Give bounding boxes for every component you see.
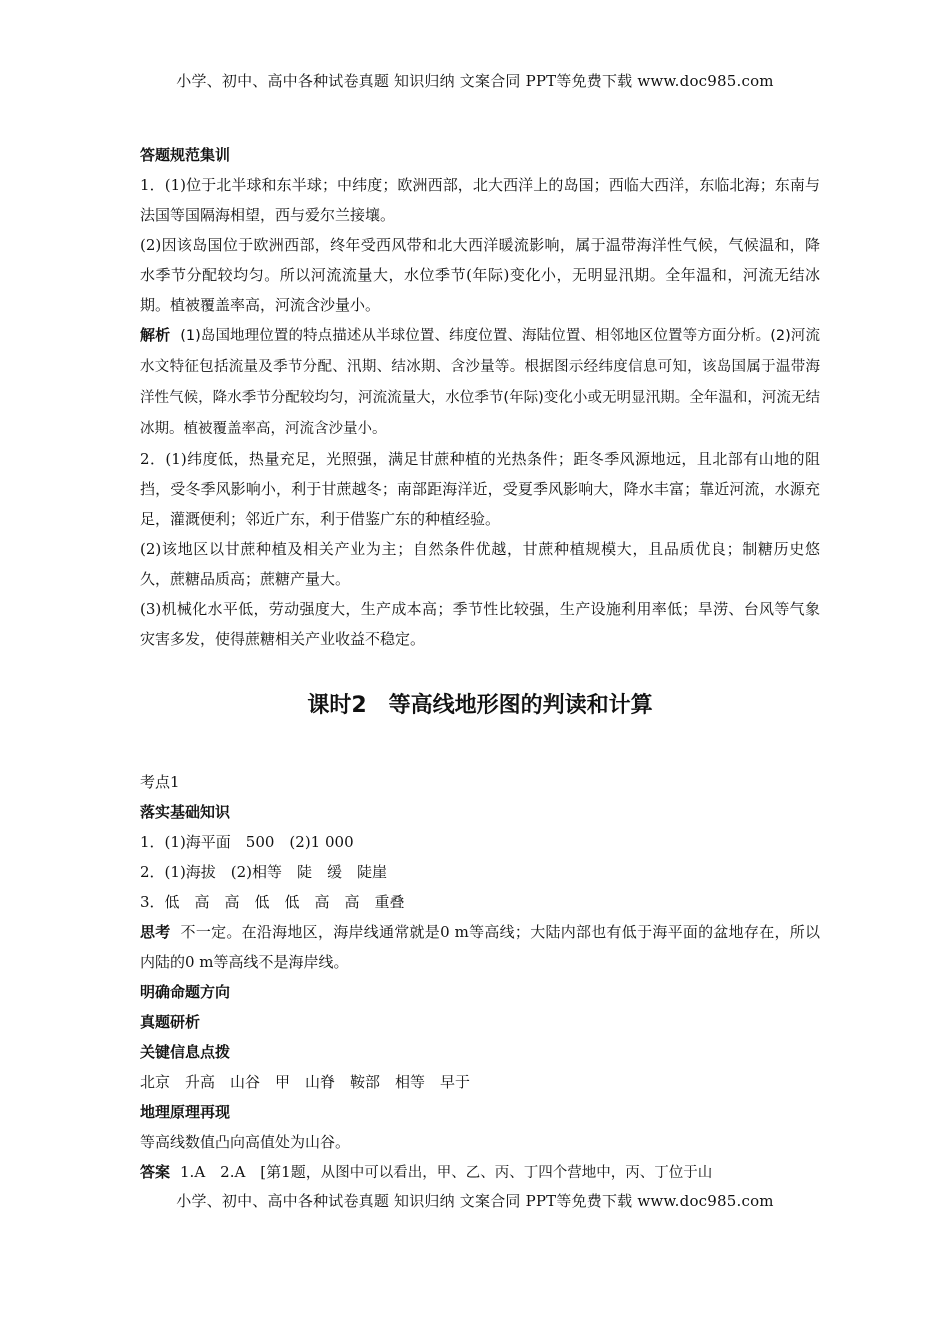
q1-answer-part2: (2)因该岛国位于欧洲西部，终年受西风带和北大西洋暖流影响，属于温带海洋性气候，气候温和，降水季节分配较均匀。所以河流流量大，水位季节(年际)变化小，无明显汛期。全年温和，河流无结冰期。植被覆盖率高，河流含沙量小。 <box>140 236 820 314</box>
key-info-heading: 关键信息点拨 <box>140 1043 231 1061</box>
basic-knowledge-heading: 落实基础知识 <box>140 803 231 821</box>
kaodian-label: 考点1 <box>140 773 180 791</box>
think-paragraph <box>140 917 820 977</box>
direction-heading: 明确命题方向 <box>140 983 231 1001</box>
q2-answer-part1: 2．(1)纬度低，热量充足，光照强，满足甘蔗种植的光热条件；距冬季风源地远，且北部有山地的阻挡，受冬季风影响小，利于甘蔗越冬；南部距海洋近，受夏季风影响大，降水丰富；靠近河流，水源充足，灌溉便利；邻近广东，利于借鉴广东的种植经验。 <box>140 450 820 528</box>
page-content <box>140 140 820 1188</box>
answer-text: 从图中可以看出，甲、乙、丙、丁四个营地中，丙、丁位于山 <box>320 1165 713 1181</box>
q2-answer-part2: (2)该地区以甘蔗种植及相关产业为主；自然条件优越，甘蔗种植规模大，且品质优良；制糖历史悠久，蔗糖品质高；蔗糖产量大。 <box>140 540 820 588</box>
q1-analysis <box>140 320 820 444</box>
answer-paragraph <box>140 1157 820 1188</box>
think-label: 思考 <box>140 923 171 941</box>
section-heading-practice: 答题规范集训 <box>140 146 231 164</box>
answer-label: 答案 <box>140 1163 171 1181</box>
think-text: 不一定。在沿海地区，海岸线通常就是0 m等高线；大陆内部也有低于海平面的盆地存在，所以内陆的0 m等高线不是海岸线。 <box>140 923 820 971</box>
q1-answer-part1: 1．(1)位于北半球和东半球；中纬度；欧洲西部，北大西洋上的岛国；西临大西洋，东临北海；东南与法国等国隔海相望，西与爱尔兰接壤。 <box>140 176 820 224</box>
real-exam-heading: 真题研析 <box>140 1013 201 1031</box>
basic-line-2: 2．(1)海拔 (2)相等 陡 缓 陡崖 <box>140 863 388 881</box>
page-footer: 小学、初中、高中各种试卷真题 知识归纳 文案合同 PPT等免费下载 www.doc985.com <box>176 1192 774 1210</box>
page-header: 小学、初中、高中各种试卷真题 知识归纳 文案合同 PPT等免费下载 www.doc985.com <box>176 72 774 90</box>
answer-choices: 1.A 2.A [第1题， <box>180 1163 321 1181</box>
analysis-text: (1)岛国地理位置的特点描述从半球位置、纬度位置、海陆位置、相邻地区位置等方面分析。(2)河流水文特征包括流量及季节分配、汛期、结冰期、含沙量等。根据图示经纬度信息可知，该岛国属于温带海洋性气候，降水季节分配较均匀，河流流量大，水位季节(年际)变化小或无明显汛期。全年温和，河流无结冰期。植被覆盖率高，河流含沙量小。 <box>140 328 820 437</box>
principle-heading: 地理原理再现 <box>140 1103 231 1121</box>
lesson-title: 课时2 等高线地形图的判读和计算 <box>307 693 653 718</box>
basic-line-1: 1．(1)海平面 500 (2)1 000 <box>140 833 354 851</box>
key-info-text: 北京 升高 山谷 甲 山脊 鞍部 相等 早于 <box>140 1073 471 1091</box>
q2-answer-part3: (3)机械化水平低，劳动强度大，生产成本高；季节性比较强，生产设施利用率低；旱涝、台风等气象灾害多发，使得蔗糖相关产业收益不稳定。 <box>140 600 820 648</box>
analysis-label: 解析 <box>140 326 171 344</box>
basic-line-3: 3．低 高 高 低 低 高 高 重叠 <box>140 893 405 911</box>
principle-text: 等高线数值凸向高值处为山谷。 <box>140 1133 351 1151</box>
